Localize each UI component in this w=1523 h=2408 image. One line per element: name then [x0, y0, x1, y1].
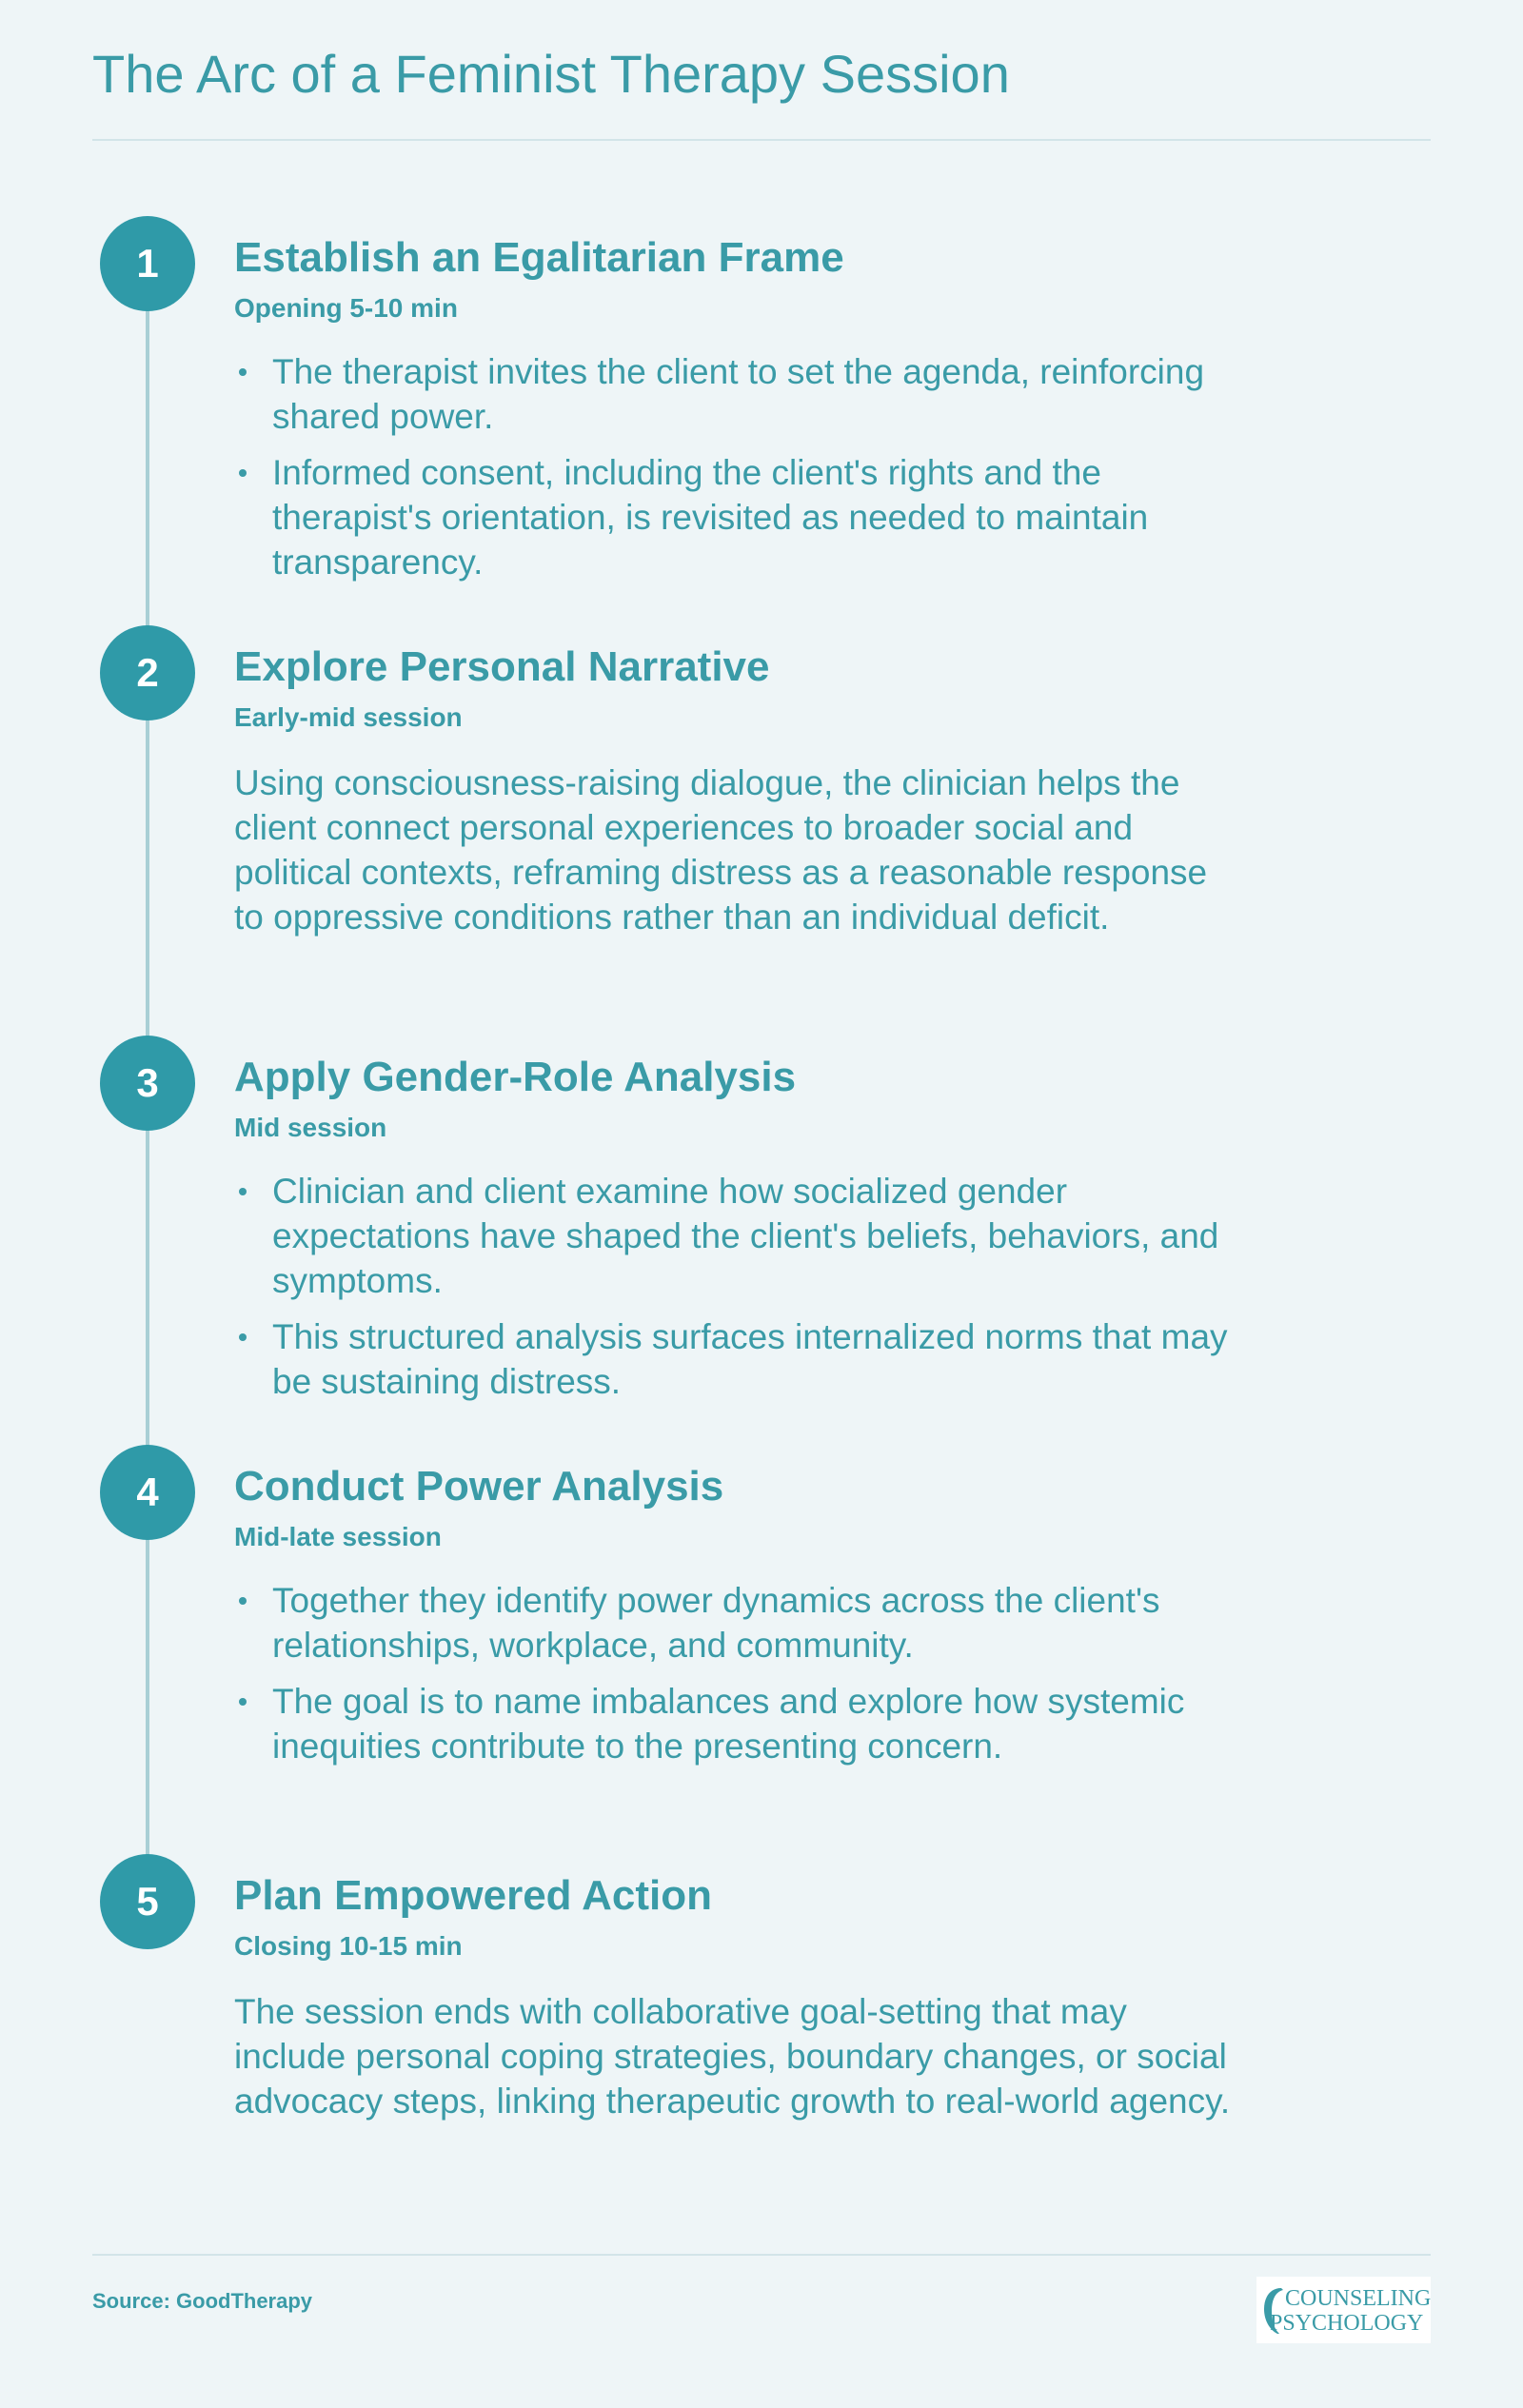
step-body: Using consciousness-raising dialogue, the clinician helps the client connect personal experiences to broader social and political contexts, reframing distress as a reasonable response to oppressive conditions rather than an individual deficit. — [234, 763, 1208, 937]
logo-line-2: PSYCHOLOGY — [1270, 2311, 1424, 2336]
step-number-badge: 1 — [100, 216, 195, 311]
footer-divider — [92, 2254, 1431, 2256]
step-title: Apply Gender-Role Analysis — [234, 1054, 797, 1100]
bullet-item: Informed consent, including the client's rights and the therapist's orientation, is revisited as needed to maintain transparency. — [234, 450, 1234, 584]
step-bullets — [234, 1169, 1234, 1404]
step-number-badge: 5 — [100, 1854, 195, 1949]
bullet-item: The therapist invites the client to set the agenda, reinforcing shared power. — [234, 349, 1234, 439]
step-number-badge: 2 — [100, 625, 195, 720]
step-time: Closing 10-15 min — [234, 1931, 463, 1961]
step-bullets — [234, 1578, 1234, 1768]
step-title: Establish an Egalitarian Frame — [234, 234, 844, 281]
logo-line-1: COUNSELING — [1285, 2286, 1432, 2311]
step-number-badge: 3 — [100, 1036, 195, 1131]
step-number-badge: 4 — [100, 1445, 195, 1540]
header-divider — [92, 139, 1431, 141]
bullet-item: Clinician and client examine how socialized gender expectations have shaped the client's beliefs, behaviors, and symptoms. — [234, 1169, 1234, 1303]
step-title: Conduct Power Analysis — [234, 1463, 724, 1510]
step-time: Early-mid session — [234, 702, 463, 732]
step-time: Mid session — [234, 1113, 387, 1142]
step-time: Mid-late session — [234, 1522, 442, 1551]
step-title: Plan Empowered Action — [234, 1872, 713, 1919]
brand-logo — [1256, 2277, 1431, 2343]
bullet-item: The goal is to name imbalances and explore how systemic inequities contribute to the presenting concern. — [234, 1679, 1234, 1768]
step-bullets — [234, 349, 1234, 584]
source-credit: Source: GoodTherapy — [92, 2289, 313, 2313]
page-title: The Arc of a Feminist Therapy Session — [92, 44, 1010, 104]
step-body: The session ends with collaborative goal-setting that may include personal coping strategies, boundary changes, or social advocacy steps, linking therapeutic growth to real-world agency. — [234, 1992, 1231, 2121]
step-title: Explore Personal Narrative — [234, 643, 770, 690]
step-time: Opening 5-10 min — [234, 293, 458, 323]
bullet-item: This structured analysis surfaces internalized norms that may be sustaining distress. — [234, 1314, 1234, 1404]
bullet-item: Together they identify power dynamics across the client's relationships, workplace, and community. — [234, 1578, 1234, 1668]
